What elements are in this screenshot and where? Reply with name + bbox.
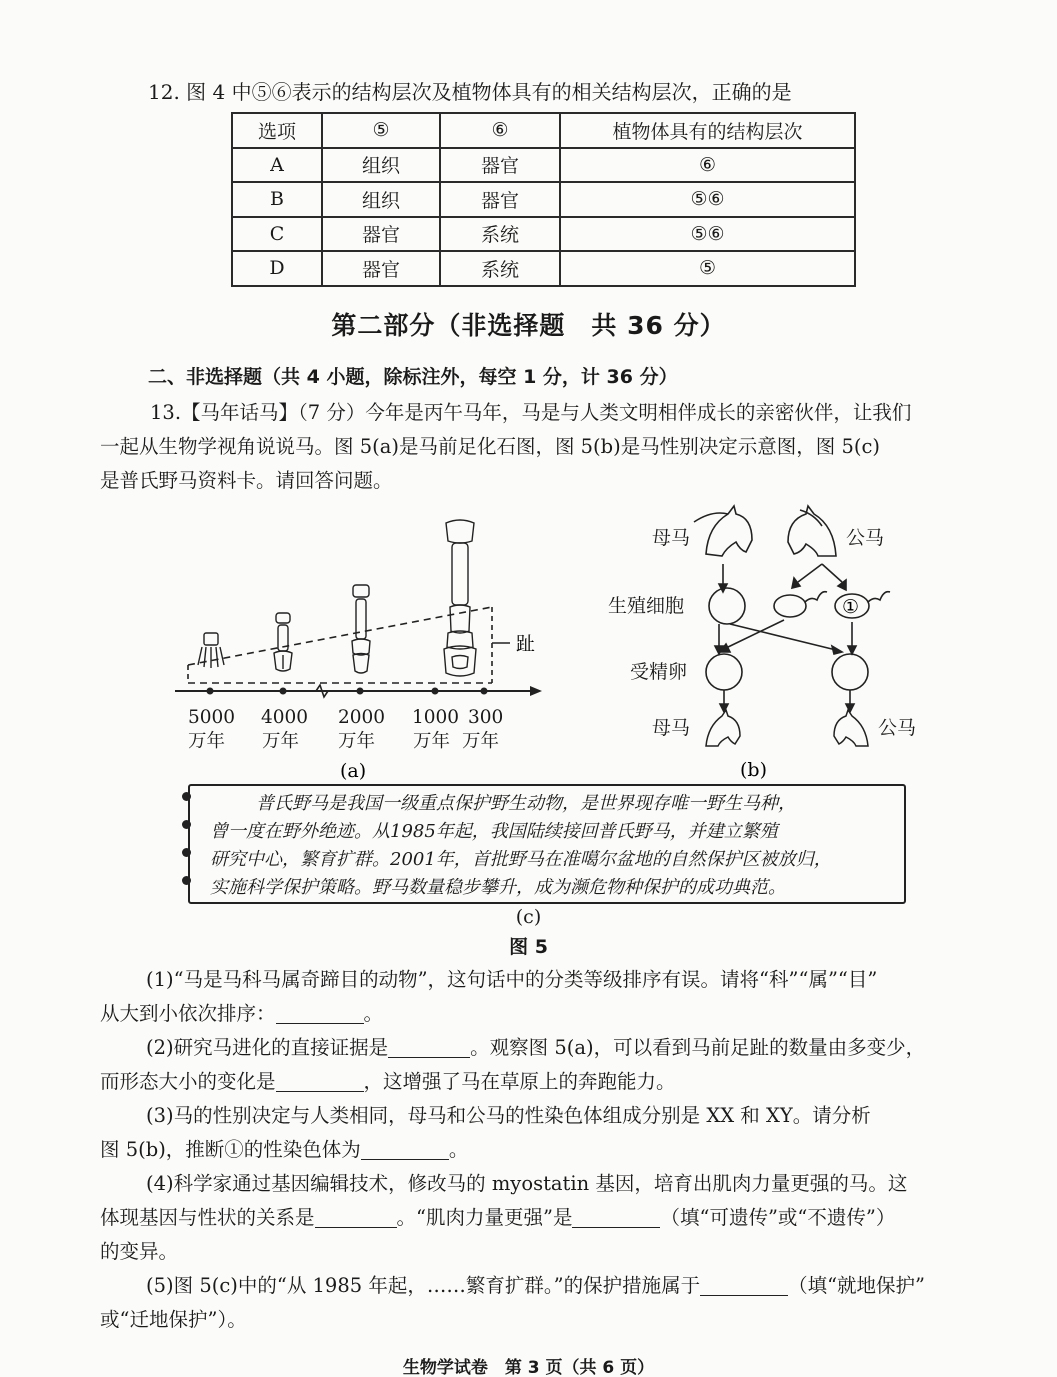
q13-stem (100, 396, 980, 498)
time-label-1000: 1000 (412, 707, 460, 728)
table-cell: B (232, 182, 322, 217)
mare-label-bottom: 母马 (652, 717, 691, 739)
q12-options-table (231, 112, 856, 287)
figure-5b-sex-determination (600, 500, 930, 785)
figure-5c-caption: (c) (515, 906, 542, 928)
table-row (232, 251, 855, 286)
sub1-line1: (1)“马是马科马属奇蹄目的动物”，这句话中的分类等级排序有误。请将“科”“属”“目” (146, 968, 878, 991)
answer-blank[interactable] (388, 1036, 470, 1058)
q12-stem: 12. 图 4 中⑤⑥表示的结构层次及植物体具有的相关结构层次，正确的是 (148, 80, 792, 104)
answer-blank[interactable] (700, 1274, 788, 1296)
table-cell: 组织 (322, 182, 440, 217)
time-label-4000: 4000 (261, 707, 309, 728)
table-cell: 器官 (322, 251, 440, 286)
figure-5a-caption: (a) (340, 760, 367, 782)
section-heading: 二、非选择题（共 4 小题，除标注外，每空 1 分，计 36 分） (148, 366, 678, 388)
card-text (210, 790, 900, 902)
table-cell: C (232, 217, 322, 252)
sub1-line2: 从大到小依次排序： 。 (100, 1002, 384, 1025)
table-header-cell: 植物体具有的结构层次 (560, 113, 855, 148)
mare-label-top: 母马 (652, 527, 691, 549)
table-cell: ⑤ (560, 251, 855, 286)
sub3-line1: (3)马的性别决定与人类相同，母马和公马的性染色体组成分别是 XX 和 XY。请分析 (146, 1104, 871, 1127)
notebook-rings (178, 792, 198, 902)
table-cell: 器官 (440, 148, 560, 183)
gamete-marker: ① (842, 596, 860, 618)
figure-5a-foot-fossils (170, 515, 550, 785)
table-row (232, 217, 855, 252)
q13-line-1: 13.【马年话马】（7 分）今年是丙午马年，马是与人类文明相伴成长的亲密伙伴，让我们 (150, 401, 912, 424)
card-line: 普氏野马是我国一级重点保护野生动物，是世界现存唯一野生马种， (256, 793, 796, 814)
time-label-5000: 5000 (188, 707, 236, 728)
table-cell: 器官 (440, 182, 560, 217)
foal-head-icon (834, 710, 868, 746)
sub4-line2: 体现基因与性状的关系是 。“肌肉力量更强”是 （填“可遗传”或“不遗传”） (100, 1206, 896, 1229)
table-cell: ⑤⑥ (560, 217, 855, 252)
sub4-line3: 的变异。 (100, 1240, 179, 1263)
table-header-row (232, 113, 855, 148)
time-unit: 万年 (188, 731, 226, 752)
table-row (232, 148, 855, 183)
time-unit: 万年 (262, 731, 300, 752)
answer-blank[interactable] (276, 1070, 364, 1092)
part-title: 第二部分（非选择题 共 36 分） (331, 311, 726, 340)
figure-title: 图 5 (509, 936, 548, 958)
toe-label: 趾 (516, 633, 536, 655)
table-cell: D (232, 251, 322, 286)
page-footer: 生物学试卷 第 3 页（共 6 页） (402, 1358, 655, 1377)
q13-line-2: 一起从生物学视角说说马。图 5(a)是马前足化石图，图 5(b)是马性别决定示意图，图 5(c) (100, 435, 880, 458)
sub2-line1: (2)研究马进化的直接证据是 。观察图 5(a)，可以看到马前足趾的数量由多变少， (146, 1036, 926, 1059)
table-row (232, 182, 855, 217)
table-cell: ⑤⑥ (560, 182, 855, 217)
sub2-line2: 而形态大小的变化是 ，这增强了马在草原上的奔跑能力。 (100, 1070, 676, 1093)
q13-line-3: 是普氏野马资料卡。请回答问题。 (100, 469, 393, 492)
sub3-line2: 图 5(b)，推断①的性染色体为 。 (100, 1138, 469, 1161)
table-cell: 器官 (322, 217, 440, 252)
table-cell: ⑥ (560, 148, 855, 183)
answer-blank[interactable] (276, 1002, 364, 1024)
table-header-cell: ⑥ (440, 113, 560, 148)
figure-5b-caption: (b) (740, 759, 767, 781)
card-line: 研究中心，繁育扩群。2001年，首批野马在准噶尔盆地的自然保护区被放归， (210, 849, 832, 870)
answer-blank[interactable] (361, 1138, 449, 1160)
card-line: 实施科学保护策略。野马数量稳步攀升，成为濒危物种保护的成功典范。 (210, 877, 786, 898)
stallion-label-bottom: 公马 (878, 717, 917, 739)
horse-head-icon (694, 506, 752, 556)
card-line: 曾一度在野外绝迹。从1985年起，我国陆续接回普氏野马，并建立繁殖 (210, 821, 778, 842)
sub5-line1: (5)图 5(c)中的“从 1985 年起，……繁育扩群。”的保护措施属于 （填“就地保护” (146, 1274, 926, 1297)
answer-blank[interactable] (572, 1206, 660, 1228)
time-unit: 万年 (462, 731, 500, 752)
time-unit: 万年 (338, 731, 376, 752)
stallion-label-top: 公马 (846, 527, 885, 549)
table-cell: 系统 (440, 251, 560, 286)
table-cell: 组织 (322, 148, 440, 183)
foal-head-icon (706, 710, 740, 746)
sperm-icon (774, 592, 827, 617)
horse-head-icon (788, 506, 836, 556)
table-cell: 系统 (440, 217, 560, 252)
table-header-cell: ⑤ (322, 113, 440, 148)
time-label-300: 300 (468, 707, 504, 728)
table-cell: A (232, 148, 322, 183)
time-unit: 万年 (413, 731, 451, 752)
subquestions (100, 963, 990, 1337)
sub5-line2: 或“迁地保护”）。 (100, 1308, 247, 1331)
sub4-line1: (4)科学家通过基因编辑技术，修改马的 myostatin 基因，培育出肌肉力量更强的马。这 (146, 1172, 908, 1195)
table-header-cell: 选项 (232, 113, 322, 148)
zygote-label: 受精卵 (630, 661, 688, 683)
time-label-2000: 2000 (338, 707, 386, 728)
gamete-label: 生殖细胞 (608, 595, 685, 617)
answer-blank[interactable] (315, 1206, 397, 1228)
